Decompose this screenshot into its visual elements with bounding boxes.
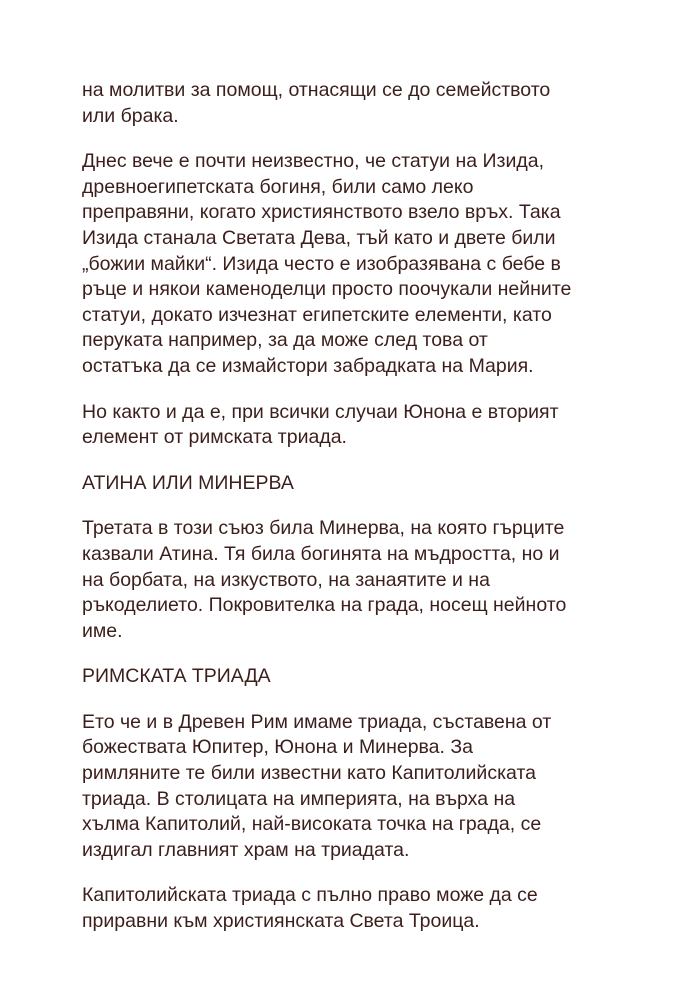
paragraph: Днес вече е почти неизвестно, че статуи на Изида, древноегипетската богиня, били само леко преправяни, когато християнството взело връх. Така Изида станала Светата Дева, тъй като и двете били „божии майки“. Изида често е изобразявана с бебе в ръце и някои каменоделци просто поочукали нейните статуи, докато изчезнат египетските елементи, като перуката например, за да може след това от остатъка да се измайстори забрадката на Мария. (82, 150, 572, 377)
paragraph: Третата в този съюз била Минерва, на която гърците казвали Атина. Тя била богинята на мъдростта, но и на борбата, на изкуството, на занаятите и на ръкоделието. Покровителка на града, носещ нейното име. (82, 517, 567, 642)
section-heading: РИМСКАТА ТРИАДА (82, 665, 271, 688)
paragraph: Капитолийската триада с пълно право може да се приравни към християнската Света Троица. (82, 884, 538, 933)
paragraph: на молитви за помощ, отнасящи се до семейството или брака. (82, 79, 551, 127)
paragraph: Ето че и в Древен Рим имаме триада, съставена от божествата Юпитер, Юнона и Минерва. За римляните те били известни като Капитолийската триада. В столицата на империята, на върха на хълма Капитолий, най-високата точка на града, се издигал главният храм на триадата. (82, 710, 552, 861)
document-page (82, 78, 642, 955)
section-heading: АТИНА ИЛИ МИНЕРВА (82, 471, 294, 494)
paragraph: Но както и да е, при всички случаи Юнона е вторият елемент от римската триада. (82, 400, 559, 449)
